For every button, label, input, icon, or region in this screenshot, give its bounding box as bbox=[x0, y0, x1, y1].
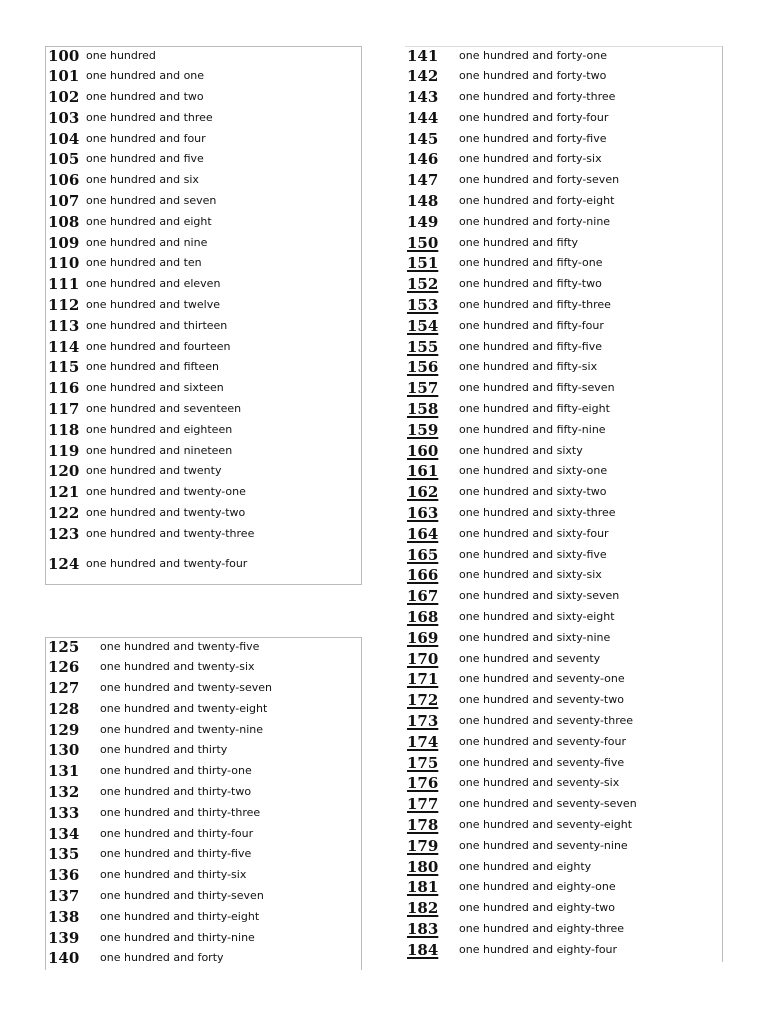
table-row bbox=[46, 358, 362, 379]
number-link[interactable]: 157 bbox=[407, 379, 439, 398]
table-row bbox=[405, 504, 723, 525]
table-row bbox=[46, 47, 362, 68]
number-link[interactable]: 174 bbox=[407, 732, 439, 751]
number-words: one hundred and thirty-four bbox=[100, 826, 254, 840]
number-label: 127 bbox=[48, 679, 80, 698]
number-words: one hundred and seventeen bbox=[86, 402, 242, 416]
number-words: one hundred and fifty-three bbox=[459, 298, 611, 312]
number-link[interactable]: 177 bbox=[407, 795, 439, 814]
number-words: one hundred and seventy-two bbox=[459, 693, 624, 707]
table-row bbox=[405, 587, 723, 608]
number-link[interactable]: 167 bbox=[407, 587, 439, 606]
number-words: one hundred and fifty-six bbox=[459, 360, 598, 374]
number-label: 121 bbox=[48, 483, 80, 502]
number-label: 112 bbox=[48, 296, 80, 315]
number-link[interactable]: 150 bbox=[407, 233, 439, 252]
table-row bbox=[405, 109, 723, 130]
number-link[interactable]: 168 bbox=[407, 608, 439, 627]
number-label: 110 bbox=[48, 254, 80, 273]
table-row bbox=[405, 88, 723, 109]
table-row bbox=[46, 421, 362, 442]
number-link[interactable]: 160 bbox=[407, 441, 439, 460]
table-row bbox=[405, 712, 723, 733]
table-row bbox=[405, 795, 723, 816]
number-words: one hundred and sixteen bbox=[86, 381, 224, 395]
number-link[interactable]: 180 bbox=[407, 857, 439, 876]
number-words: one hundred and forty-seven bbox=[459, 173, 620, 187]
number-label: 116 bbox=[48, 379, 80, 398]
table-row bbox=[46, 721, 362, 742]
number-label: 132 bbox=[48, 783, 80, 802]
table-row bbox=[405, 941, 723, 962]
number-label: 115 bbox=[48, 358, 80, 377]
number-link[interactable]: 173 bbox=[407, 712, 439, 730]
number-words: one hundred and eighty-three bbox=[459, 921, 625, 935]
number-words: one hundred and seventy-seven bbox=[459, 797, 637, 811]
number-label: 118 bbox=[48, 420, 80, 439]
number-link[interactable]: 184 bbox=[407, 940, 439, 959]
table-row bbox=[405, 296, 723, 317]
table-row bbox=[46, 555, 362, 585]
number-label: 100 bbox=[48, 47, 80, 65]
table-row bbox=[405, 192, 723, 213]
number-words: one hundred and eighty bbox=[459, 859, 592, 873]
table-row bbox=[405, 254, 723, 275]
table-row bbox=[405, 483, 723, 504]
number-link[interactable]: 182 bbox=[407, 899, 439, 918]
number-link[interactable]: 165 bbox=[407, 545, 439, 564]
number-link[interactable]: 163 bbox=[407, 504, 439, 523]
number-label: 119 bbox=[48, 441, 80, 460]
numbers-table-100-124 bbox=[45, 46, 362, 585]
number-words: one hundred and twenty-two bbox=[86, 506, 246, 520]
number-words: one hundred and forty-one bbox=[459, 49, 607, 62]
number-words: one hundred and eight bbox=[86, 214, 212, 228]
number-words: one hundred and seventy-eight bbox=[459, 817, 633, 831]
number-link[interactable]: 171 bbox=[407, 670, 439, 689]
number-label: 144 bbox=[407, 108, 439, 127]
table-row bbox=[405, 462, 723, 483]
number-words: one hundred and thirty bbox=[100, 743, 228, 757]
table-row bbox=[405, 525, 723, 546]
table-row bbox=[405, 629, 723, 650]
table-row bbox=[405, 566, 723, 587]
number-link[interactable]: 156 bbox=[407, 358, 439, 377]
number-label: 122 bbox=[48, 504, 80, 523]
number-words: one hundred and forty-eight bbox=[459, 194, 615, 208]
number-words: one hundred and sixty-one bbox=[459, 464, 608, 478]
table-row bbox=[405, 317, 723, 338]
number-label: 140 bbox=[48, 949, 80, 968]
table-row bbox=[46, 504, 362, 525]
number-link[interactable]: 172 bbox=[407, 691, 439, 710]
number-label: 129 bbox=[48, 720, 80, 739]
number-words: one hundred and forty-six bbox=[459, 152, 602, 166]
table-row bbox=[46, 638, 362, 659]
number-label: 107 bbox=[48, 192, 80, 211]
number-words: one hundred and nineteen bbox=[86, 443, 233, 457]
number-words: one hundred and sixty-two bbox=[459, 485, 607, 499]
number-label: 142 bbox=[407, 67, 439, 86]
table-row bbox=[405, 379, 723, 400]
table-row bbox=[405, 67, 723, 88]
number-words: one hundred and thirty-eight bbox=[100, 909, 260, 923]
number-link[interactable]: 153 bbox=[407, 296, 439, 315]
number-words: one hundred and sixty-four bbox=[459, 526, 609, 540]
table-row bbox=[405, 213, 723, 234]
number-words: one hundred and fifty-one bbox=[459, 256, 603, 270]
number-words: one hundred and sixty-six bbox=[459, 568, 602, 582]
number-words: one hundred and twelve bbox=[86, 298, 220, 312]
number-words: one hundred and eighty-four bbox=[459, 942, 618, 956]
number-label: 114 bbox=[48, 337, 80, 356]
table-row bbox=[405, 400, 723, 421]
table-row bbox=[46, 783, 362, 804]
table-row bbox=[46, 234, 362, 255]
table-row bbox=[405, 837, 723, 858]
number-label: 125 bbox=[48, 638, 80, 656]
number-words: one hundred and sixty-three bbox=[459, 506, 616, 520]
table-row bbox=[46, 949, 362, 970]
number-words: one hundred and seventy-six bbox=[459, 776, 620, 790]
number-label: 102 bbox=[48, 88, 80, 107]
number-link[interactable]: 179 bbox=[407, 836, 439, 855]
table-row bbox=[46, 400, 362, 421]
number-words: one hundred and thirty-two bbox=[100, 785, 252, 799]
table-row bbox=[46, 762, 362, 783]
number-words: one hundred and five bbox=[86, 152, 204, 166]
number-label: 105 bbox=[48, 150, 80, 169]
number-label: 135 bbox=[48, 845, 80, 864]
table-row bbox=[405, 150, 723, 171]
table-row bbox=[46, 462, 362, 483]
number-label: 130 bbox=[48, 741, 80, 760]
number-words: one hundred and thirty-five bbox=[100, 847, 252, 861]
table-row bbox=[405, 774, 723, 795]
number-label: 128 bbox=[48, 699, 80, 718]
table-row bbox=[46, 67, 362, 88]
table-row bbox=[405, 47, 723, 68]
number-link[interactable]: 158 bbox=[407, 400, 439, 419]
table-row bbox=[46, 213, 362, 234]
number-label: 143 bbox=[407, 88, 439, 107]
number-link[interactable]: 176 bbox=[407, 774, 439, 793]
number-link[interactable]: 166 bbox=[407, 566, 439, 585]
number-link[interactable]: 181 bbox=[407, 878, 439, 897]
number-words: one hundred and sixty-eight bbox=[459, 610, 615, 624]
table-row bbox=[405, 816, 723, 837]
table-row bbox=[405, 670, 723, 691]
table-row bbox=[46, 275, 362, 296]
number-words: one hundred and fifty bbox=[459, 235, 579, 249]
table-row bbox=[405, 171, 723, 192]
number-words: one hundred and eleven bbox=[86, 277, 221, 291]
number-words: one hundred and fifty-nine bbox=[459, 422, 606, 436]
number-words: one hundred and fifty-five bbox=[459, 339, 602, 353]
table-row bbox=[405, 358, 723, 379]
number-link[interactable]: 183 bbox=[407, 919, 439, 938]
number-label: 145 bbox=[407, 129, 439, 148]
number-link[interactable]: 169 bbox=[407, 628, 439, 647]
number-words: one hundred and thirteen bbox=[86, 318, 228, 332]
number-words: one hundred and ten bbox=[86, 256, 202, 270]
number-link[interactable]: 162 bbox=[407, 483, 439, 502]
number-link[interactable]: 151 bbox=[407, 254, 439, 273]
table-row bbox=[405, 878, 723, 899]
number-words: one hundred and twenty-seven bbox=[100, 681, 272, 695]
number-link[interactable]: 164 bbox=[407, 524, 439, 543]
table-row bbox=[405, 546, 723, 567]
table-row bbox=[46, 109, 362, 130]
number-words: one hundred and forty-three bbox=[459, 90, 616, 104]
table-row bbox=[46, 483, 362, 504]
number-words: one hundred and eighty-one bbox=[459, 880, 616, 894]
number-words: one hundred and three bbox=[86, 110, 213, 124]
number-label: 137 bbox=[48, 887, 80, 906]
number-label: 126 bbox=[48, 658, 80, 677]
number-words: one hundred and fifty-two bbox=[459, 277, 602, 291]
number-words: one hundred and sixty bbox=[459, 443, 583, 457]
number-words: one hundred and thirty-six bbox=[100, 868, 247, 882]
number-label: 123 bbox=[48, 524, 80, 543]
number-words: one hundred and four bbox=[86, 131, 206, 145]
number-label: 139 bbox=[48, 928, 80, 947]
numbers-table-141-184 bbox=[405, 46, 723, 962]
number-words: one hundred and fifty-eight bbox=[459, 402, 610, 416]
table-row bbox=[46, 130, 362, 151]
number-words: one hundred and fourteen bbox=[86, 339, 231, 353]
number-words: one hundred and seventy bbox=[459, 651, 601, 665]
table-row bbox=[46, 88, 362, 109]
table-row bbox=[405, 130, 723, 151]
number-words: one hundred and seven bbox=[86, 194, 217, 208]
table-row bbox=[46, 866, 362, 887]
number-words: one hundred and fifty-four bbox=[459, 318, 604, 332]
number-link[interactable]: 178 bbox=[407, 815, 439, 834]
number-words: one hundred and six bbox=[86, 173, 199, 187]
number-words: one hundred and seventy-four bbox=[459, 734, 627, 748]
number-words: one hundred and forty-five bbox=[459, 131, 607, 145]
number-words: one hundred and twenty-nine bbox=[100, 722, 263, 736]
number-link[interactable]: 152 bbox=[407, 275, 439, 294]
number-words: one hundred and sixty-seven bbox=[459, 589, 620, 603]
number-label: 131 bbox=[48, 762, 80, 781]
number-label: 136 bbox=[48, 866, 80, 885]
table-row bbox=[405, 275, 723, 296]
table-row bbox=[46, 825, 362, 846]
number-words: one hundred and forty-four bbox=[459, 110, 609, 124]
number-words: one hundred and sixty-nine bbox=[459, 630, 611, 644]
number-words: one hundred and twenty-three bbox=[86, 526, 255, 540]
table-row bbox=[46, 741, 362, 762]
table-row bbox=[46, 192, 362, 213]
number-words: one hundred and fifteen bbox=[86, 360, 220, 374]
table-row bbox=[46, 700, 362, 721]
number-words: one hundred and twenty-five bbox=[100, 640, 260, 653]
number-words: one hundred and twenty-four bbox=[86, 556, 248, 570]
table-row bbox=[405, 858, 723, 879]
number-words: one hundred and forty-nine bbox=[459, 214, 611, 228]
table-row bbox=[405, 421, 723, 442]
numbers-table-125-140 bbox=[45, 637, 362, 970]
number-words: one hundred and seventy-five bbox=[459, 755, 625, 769]
number-link[interactable]: 170 bbox=[407, 649, 439, 668]
table-row bbox=[46, 908, 362, 929]
number-words: one hundred and twenty-six bbox=[100, 660, 255, 674]
table-row bbox=[46, 338, 362, 359]
number-words: one hundred and fifty-seven bbox=[459, 381, 615, 395]
number-words: one hundred and thirty-nine bbox=[100, 930, 255, 944]
table-row bbox=[46, 442, 362, 463]
number-label: 109 bbox=[48, 233, 80, 252]
table-row bbox=[405, 608, 723, 629]
table-row bbox=[46, 525, 362, 555]
table-row bbox=[46, 254, 362, 275]
number-words: one hundred and eighty-two bbox=[459, 901, 615, 915]
table-row bbox=[405, 920, 723, 941]
number-words: one hundred and eighteen bbox=[86, 422, 233, 436]
number-words: one hundred and two bbox=[86, 90, 204, 104]
number-words: one hundred and sixty-five bbox=[459, 547, 607, 561]
number-words: one hundred and one bbox=[86, 69, 205, 83]
table-row bbox=[405, 650, 723, 671]
number-link[interactable]: 154 bbox=[407, 316, 439, 335]
number-words: one hundred and thirty-three bbox=[100, 805, 261, 819]
table-row bbox=[46, 379, 362, 400]
table-row bbox=[46, 658, 362, 679]
table-row bbox=[46, 150, 362, 171]
table-row bbox=[405, 234, 723, 255]
number-label: 141 bbox=[407, 47, 439, 65]
table-row bbox=[405, 754, 723, 775]
number-label: 117 bbox=[48, 400, 80, 419]
table-row bbox=[405, 899, 723, 920]
number-label: 104 bbox=[48, 129, 80, 148]
number-label: 149 bbox=[407, 212, 439, 231]
number-label: 111 bbox=[48, 275, 80, 294]
number-label: 113 bbox=[48, 316, 80, 335]
table-row bbox=[46, 679, 362, 700]
number-label: 148 bbox=[407, 192, 439, 211]
number-words: one hundred and thirty-seven bbox=[100, 889, 264, 903]
table-row bbox=[46, 804, 362, 825]
table-row bbox=[405, 442, 723, 463]
number-words: one hundred bbox=[86, 49, 156, 62]
table-row bbox=[46, 296, 362, 317]
table-row bbox=[46, 929, 362, 950]
table-row bbox=[46, 171, 362, 192]
number-words: one hundred and twenty-eight bbox=[100, 701, 268, 715]
number-label: 106 bbox=[48, 171, 80, 190]
number-words: one hundred and nine bbox=[86, 235, 208, 249]
number-words: one hundred and thirty-one bbox=[100, 764, 252, 778]
number-label: 146 bbox=[407, 150, 439, 169]
number-label: 147 bbox=[407, 171, 439, 190]
number-words: one hundred and forty-two bbox=[459, 69, 607, 83]
number-label: 103 bbox=[48, 108, 80, 127]
number-words: one hundred and twenty-one bbox=[86, 485, 246, 499]
number-link[interactable]: 161 bbox=[407, 462, 439, 481]
table-row bbox=[405, 691, 723, 712]
number-label: 124 bbox=[48, 554, 80, 573]
number-link[interactable]: 155 bbox=[407, 337, 439, 356]
table-row bbox=[46, 845, 362, 866]
number-words: one hundred and seventy-three bbox=[459, 714, 634, 727]
number-label: 108 bbox=[48, 212, 80, 231]
number-link[interactable]: 159 bbox=[407, 420, 439, 439]
number-words: one hundred and forty bbox=[100, 951, 224, 965]
number-label: 134 bbox=[48, 824, 80, 843]
number-words: one hundred and seventy-nine bbox=[459, 838, 628, 852]
number-label: 133 bbox=[48, 803, 80, 822]
table-row bbox=[46, 887, 362, 908]
number-words: one hundred and twenty bbox=[86, 464, 222, 478]
number-link[interactable]: 175 bbox=[407, 753, 439, 772]
number-label: 120 bbox=[48, 462, 80, 481]
number-words: one hundred and seventy-one bbox=[459, 672, 625, 686]
number-label: 138 bbox=[48, 907, 80, 926]
table-row bbox=[46, 317, 362, 338]
table-row bbox=[405, 338, 723, 359]
table-row bbox=[405, 733, 723, 754]
number-label: 101 bbox=[48, 67, 80, 86]
